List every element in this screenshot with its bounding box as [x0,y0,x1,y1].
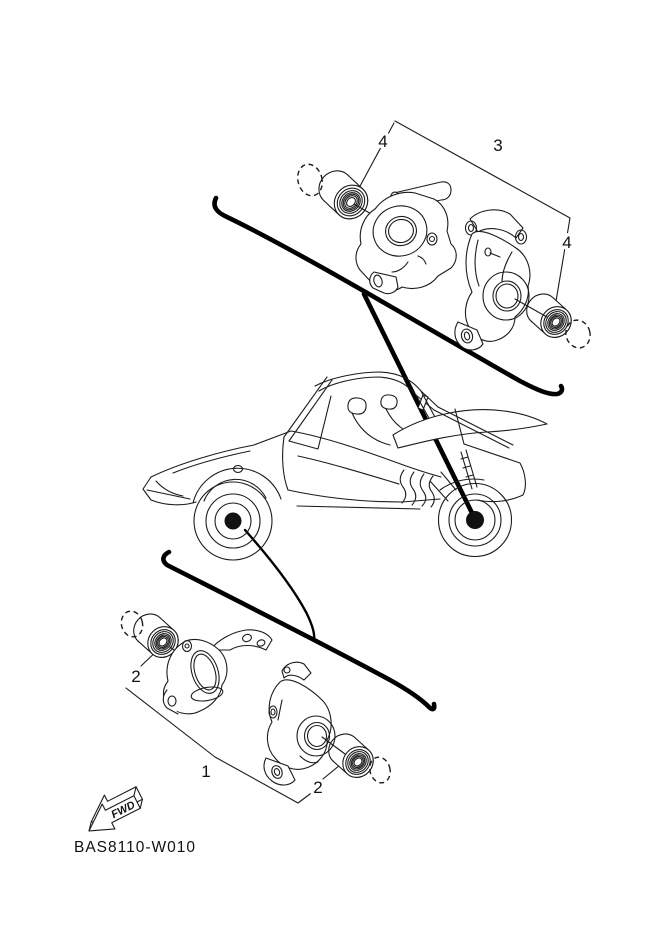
rear-knuckle-left [356,182,456,294]
rear-hub-dot [466,511,484,529]
front-knuckle-group [118,608,393,803]
wheel-bearing [312,164,375,226]
callout-3[interactable]: 3 [493,136,503,155]
fwd-label: FWD [109,799,138,822]
callout-2-left[interactable]: 2 [131,667,141,686]
front-knuckle-right [264,662,335,785]
vehicle-illustration [143,372,547,560]
mirror [234,466,243,473]
fwd-arrow [78,781,149,840]
part-code: BAS8110-W010 [74,839,196,856]
callout-4-top-right[interactable]: 4 [562,233,572,252]
wheel-bearing [322,728,379,784]
callout-1[interactable]: 1 [201,762,211,781]
rear-knuckle-right [455,210,530,350]
circlip [118,609,145,640]
front-hub-dot [225,513,242,530]
front-knuckle-left [163,630,272,714]
rear-wheel [439,484,512,557]
rear-knuckle-group [294,121,593,351]
front-wheel [194,482,272,560]
callout-2-right[interactable]: 2 [313,778,323,797]
callout-4-top-left[interactable]: 4 [378,132,388,151]
